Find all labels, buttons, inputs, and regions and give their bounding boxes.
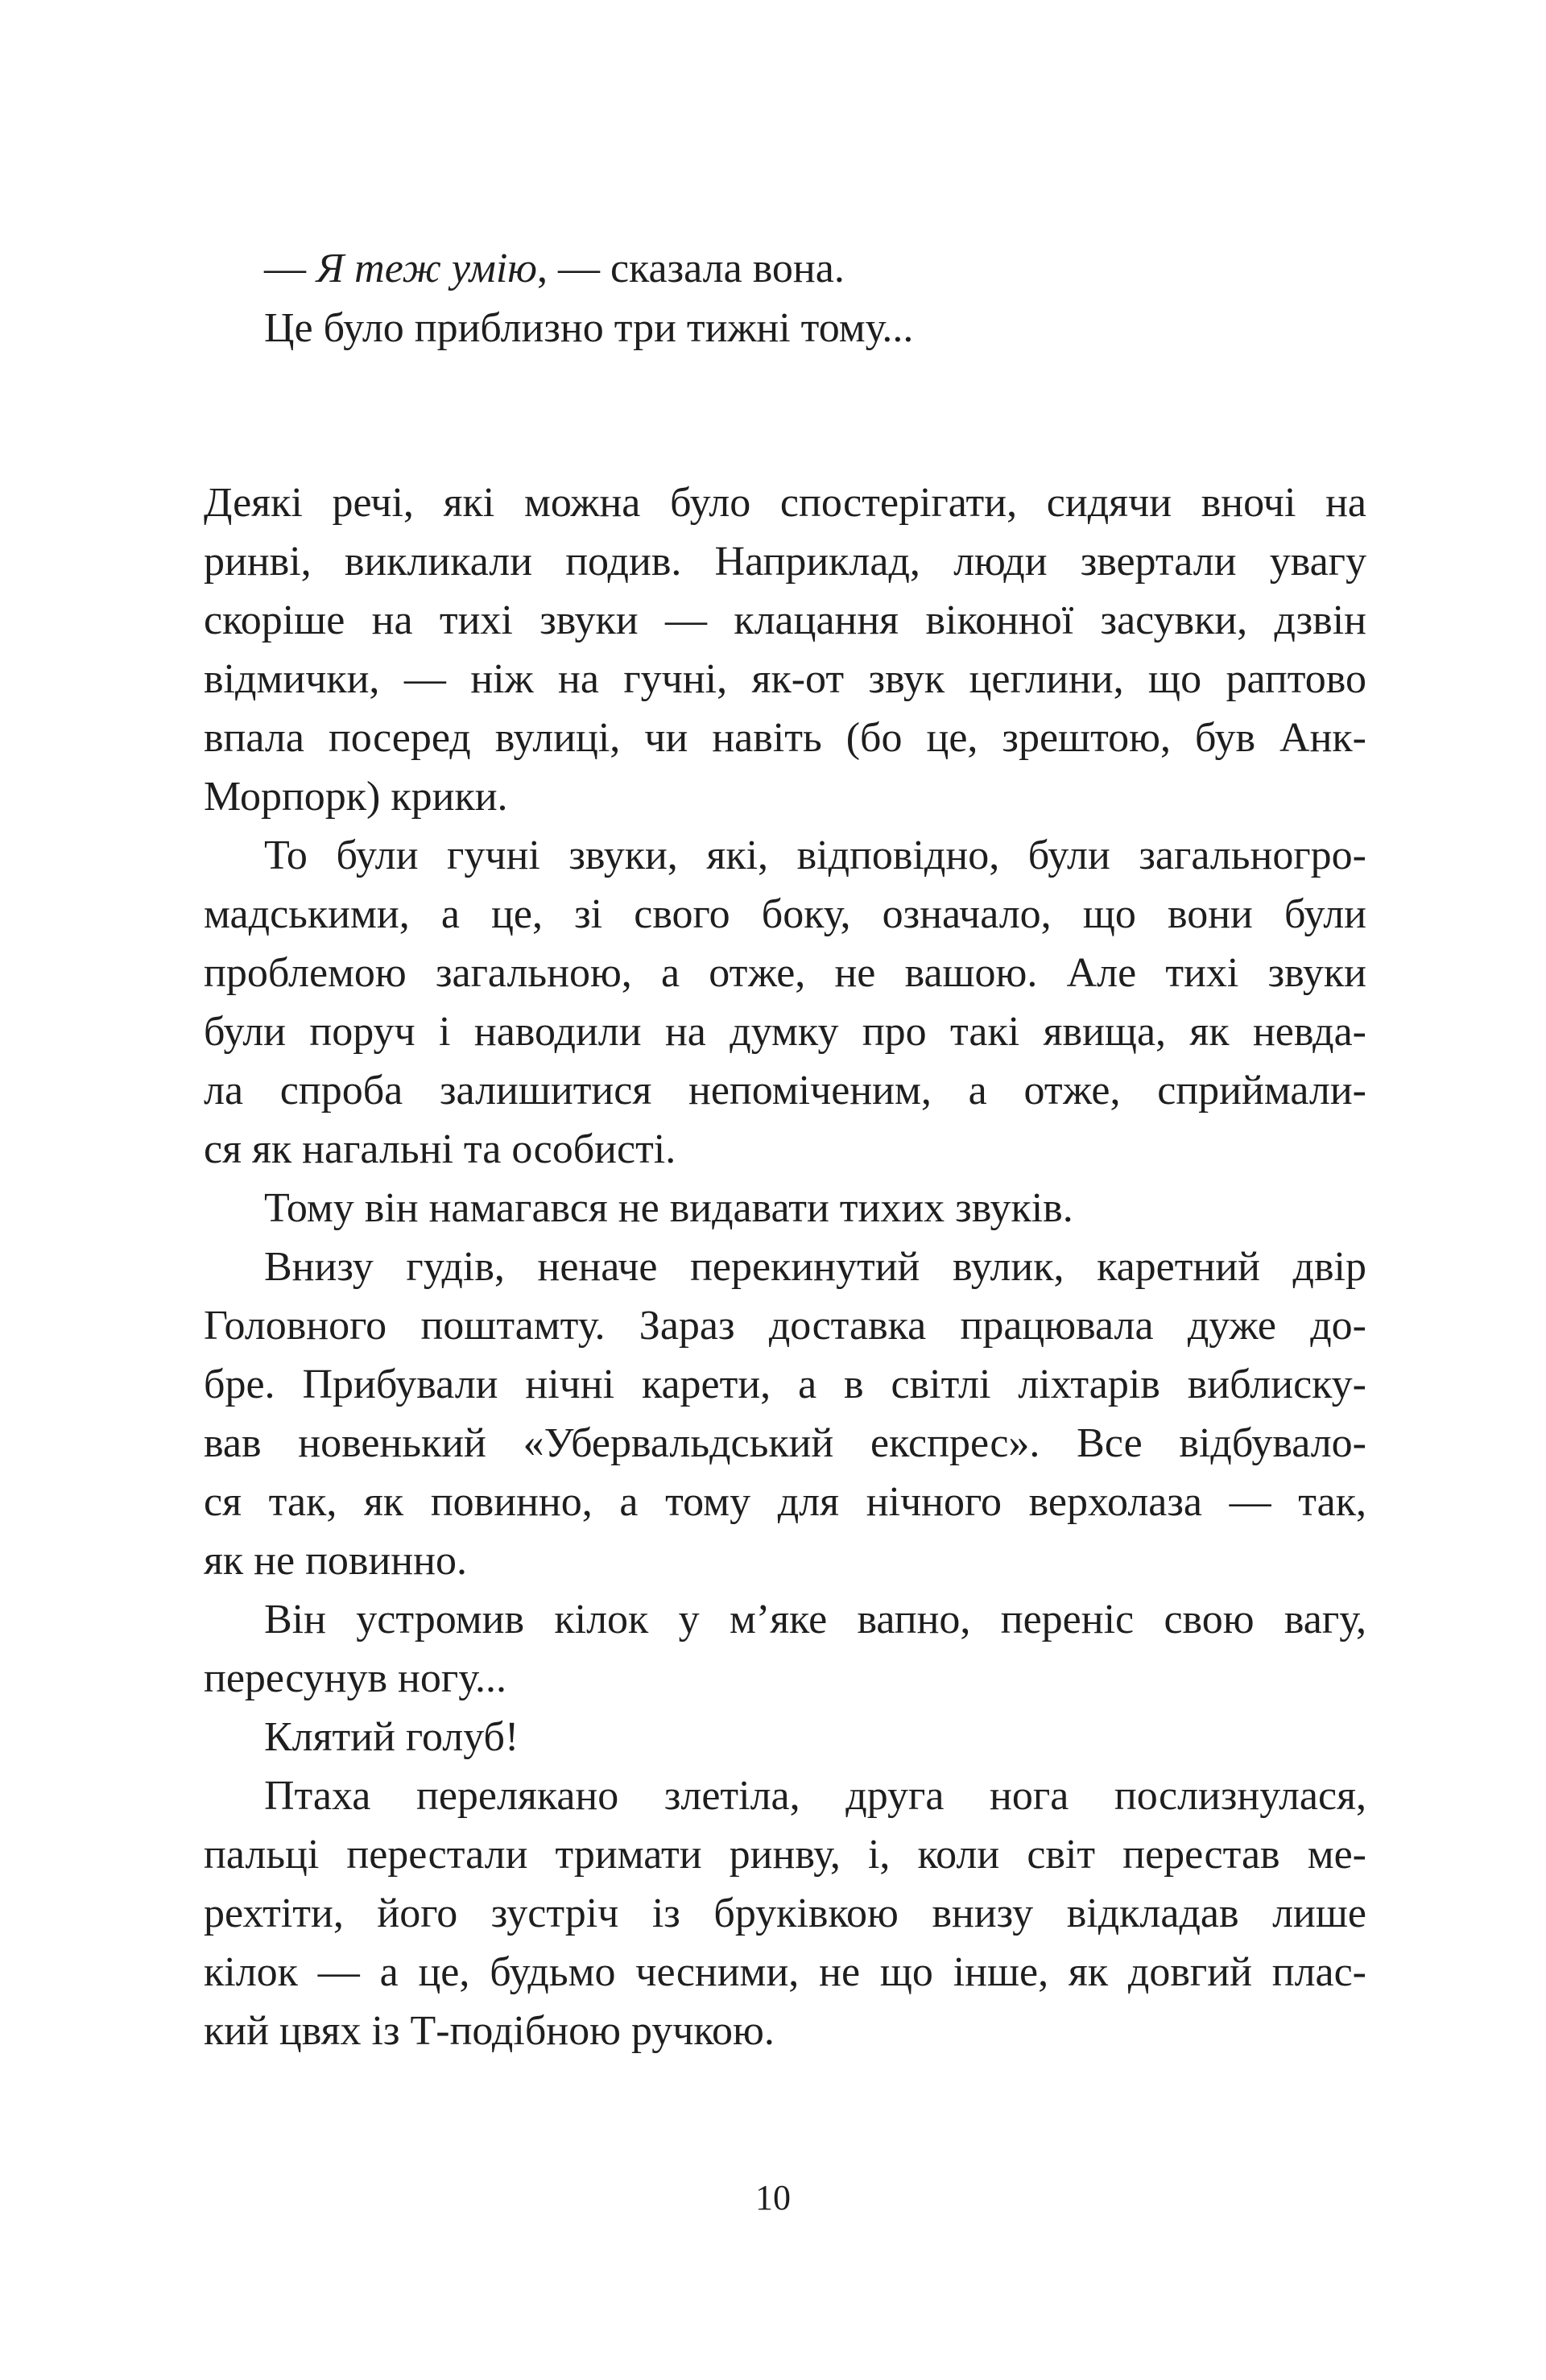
paragraph — [204, 1179, 1366, 1238]
dialogue-block — [204, 239, 1366, 358]
italic-speech: Я теж умію — [316, 246, 537, 291]
text-line: мадськими, а це, зі свого боку, означало, що вони були — [204, 891, 1366, 937]
text-line: Деякі речі, які можна було спостерігати, сидячи вночі на — [204, 480, 1366, 526]
text-line: Головного поштамту. Зараз доставка працювала дуже до- — [204, 1303, 1366, 1349]
paragraph — [204, 473, 1366, 826]
paragraph — [204, 1238, 1366, 1590]
body-text — [204, 473, 1366, 2060]
dialogue-line — [204, 239, 1366, 299]
text-line: вав новенький «Убервальдський експрес». Все відбувало- — [204, 1420, 1366, 1466]
text-line: ся як нагальні та особисті. — [204, 1126, 676, 1172]
text-line: були поруч і наводили на думку про такі явища, як невда- — [204, 1009, 1366, 1055]
text-line: Клятий голуб! — [264, 1714, 519, 1760]
paragraph — [204, 1708, 1366, 1766]
dash: — — [264, 246, 316, 291]
text-line: Птаха перелякано злетіла, друга нога послизнулася, — [264, 1773, 1366, 1819]
paragraph — [204, 1766, 1366, 2060]
text-line: бре. Прибували нічні карети, а в світлі ліхтарів виблиску- — [204, 1361, 1366, 1407]
text-line: пересунув ногу... — [204, 1655, 507, 1701]
text-line: Внизу гудів, неначе перекинутий вулик, каретний двір — [264, 1244, 1366, 1290]
paragraph — [204, 1590, 1366, 1708]
text-line: кий цвях із Т-подібною ручкою. — [204, 2008, 775, 2054]
text-line: впала посеред вулиці, чи навіть (бо це, зрештою, був Анк- — [204, 715, 1366, 761]
text-line: ринві, викликали подив. Наприклад, люди звертали увагу — [204, 539, 1366, 585]
text-line: Він устромив кілок у м’яке вапно, переніс свою вагу, — [264, 1597, 1366, 1642]
text-line: проблемою загальною, а отже, не вашою. Але тихі звуки — [204, 950, 1366, 996]
paragraph — [204, 826, 1366, 1179]
text-line: То були гучні звуки, які, відповідно, були загальногро- — [264, 833, 1366, 878]
dialogue-line: Це було приблизно три тижні тому... — [264, 305, 914, 351]
text-line: Морпорк) крики. — [204, 774, 508, 820]
text-line: ла спроба залишитися непоміченим, а отже, сприймали- — [204, 1068, 1366, 1114]
text-line: ся так, як повинно, а тому для нічного верхолаза — так, — [204, 1479, 1366, 1525]
text-line: скоріше на тихі звуки — клацання віконної засувки, дзвін — [204, 597, 1366, 643]
text-line: відмички, — ніж на гучні, як-от звук цеглини, що раптово — [204, 656, 1366, 702]
text-line: кілок — а це, будьмо чесними, не що інше, як довгий плас- — [204, 1949, 1366, 1995]
text-line: рехтіти, його зустріч із бруківкою внизу відкладав лише — [204, 1890, 1366, 1936]
text-line: Тому він намагався не видавати тихих звуків. — [264, 1185, 1073, 1231]
page-number: 10 — [755, 2178, 791, 2217]
speech-attribution: , — сказала вона. — [536, 246, 845, 291]
text-line: як не повинно. — [204, 1538, 467, 1584]
text-line: пальці перестали тримати ринву, і, коли світ перестав ме- — [204, 1832, 1366, 1878]
